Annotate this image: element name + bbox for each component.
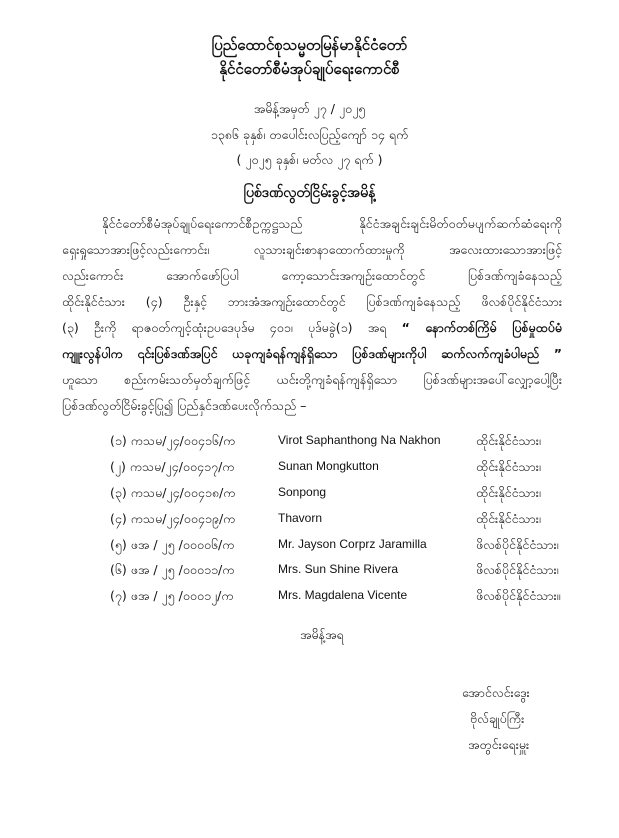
prisoner-number: (၁) ကသမ/၂၄/၀၀၄၁၆/က [110,433,236,448]
list-item [0,562,619,586]
paragraph-line: ဟူသော စည်းကမ်းသတ်မှတ်ချက်ဖြင့် ယင်းတို့ကျခံရန်ကျန်ရှိသော ပြစ်ဒဏ်များအပေါ်လျှော့ပေါ့ပြီး [62,372,562,387]
order-number: အမိန့်အမှတ် ၂၇ / ၂၀၂၅ [253,101,366,116]
list-item [0,433,619,457]
paragraph-line: နိုင်ငံတော်စီမံအုပ်ချုပ်ရေးကောင်စီဥက္ကဋ္ဌသည် နိုင်ငံအချင်းချင်းမိတ်ဝတ်မပျက်ဆက်ဆံရေးကို [102,216,562,231]
paragraph-line: ပြစ်ဒဏ်လွတ်ငြိမ်းခွင့်ပြု၍ ပြည်နှင်ဒဏ်ပေးလိုက်သည် – [62,398,307,413]
header-line-2: နိုင်ငံတော်စီမံအုပ်ချုပ်ရေးကောင်စီ [219,60,400,78]
prisoner-name: Thavorn [278,511,323,525]
prisoner-name: Mr. Jayson Corprz Jaramilla [278,537,427,551]
prisoner-nationality: ဖိလစ်ပိုင်နိုင်ငံသား၊ [476,562,559,577]
prisoner-name: Sunan Mongkutton [278,459,379,473]
signatory-rank: ဗိုလ်ချုပ်ကြီး [470,711,525,726]
prisoner-nationality: ဖိလစ်ပိုင်နိုင်ငံသား။ [476,588,561,603]
body-paragraph [62,211,562,419]
closing-by-order: အမိန့်အရ [300,627,344,642]
prisoner-number: (၃) ကသမ/၂၄/၀၀၄၁၈/က [110,485,236,500]
paragraph-line [62,315,562,341]
paragraph-text: (၃) ဦးကို ရာဇဝတ်ကျင့်ထုံးဥပဒေပုဒ်မ ၄၀၁၊ ပုဒ်မခွဲ(၁) အရ [62,320,387,335]
prisoner-nationality: ထိုင်းနိုင်ငံသား၊ [476,459,541,474]
prisoner-nationality: ဖိလစ်ပိုင်နိုင်ငံသား၊ [476,537,559,552]
list-item [0,511,619,535]
signatory-name: အောင်လင်းဒွေး [462,685,530,700]
condition-clause: ကျူးလွန်ပါက ၎င်းပြစ်ဒဏ်အပြင် ယခုကျခံရန်ကျန်ရှိသော ပြစ်ဒဏ်များကိုပါ ဆက်လက်ကျခံပါမည် ” [62,346,562,361]
date-gregorian: ( ၂၀၂၅ ခုနှစ်၊ မတ်လ ၂၇ ရက် ) [236,152,383,167]
list-item [0,588,619,612]
paragraph-line: လည်းကောင်း အောက်ဖော်ပြပါ ကော့သောင်းအကျဉ်းထောင်တွင် ပြစ်ဒဏ်ကျခံနေသည့် [62,268,562,283]
prisoner-number: (၂) ကသမ/၂၄/၀၀၄၁၇/က [110,459,235,474]
prisoner-number: (၅) ဖအ / ၂၅ /၀၀၀၀၆/က [110,537,235,552]
list-item [0,485,619,509]
prisoner-nationality: ထိုင်းနိုင်ငံသား၊ [476,433,541,448]
paragraph-line: ရှေးရှုသောအားဖြင့်လည်းကောင်း၊ လူသားချင်းစာနာထောက်ထားမှုကို အလေးထားသောအားဖြင့် [62,242,562,257]
document-title: ပြစ်ဒဏ်လွတ်ငြိမ်းခွင့်အမိန့် [243,185,376,201]
prisoner-number: (၄) ကသမ/၂၄/၀၀၄၁၉/က [110,511,236,526]
list-item [0,537,619,561]
prisoner-nationality: ထိုင်းနိုင်ငံသား၊ [476,511,541,526]
paragraph-line: ထိုင်းနိုင်ငံသား (၄) ဦးနှင့် ဘားအံအကျဉ်းထောင်တွင် ပြစ်ဒဏ်ကျခံနေသည့် ဖိလစ်ပိုင်နိုင်ငံသား [62,294,562,309]
prisoner-number: (၆) ဖအ / ၂၅ /၀၀၀၁၁/က [110,562,235,577]
prisoner-name: Mrs. Magdalena Vicente [278,588,408,602]
prisoner-name: Virot Saphanthong Na Nakhon [278,433,441,447]
prisoner-nationality: ထိုင်းနိုင်ငံသား၊ [476,485,541,500]
prisoner-name: Mrs. Sun Shine Rivera [278,562,399,576]
prisoner-number: (၇) ဖအ / ၂၅ /၀၀၀၁၂/က [110,588,234,603]
prisoner-name: Sonpong [278,485,327,499]
list-item [0,459,619,483]
date-myanmar: ၁၃၈၆ ခုနှစ်၊ တပေါင်းလပြည့်ကျော် ၁၄ ရက် [210,127,409,142]
signatory-title: အတွင်းရေးမှူး [468,737,530,752]
condition-clause-start: “ နောက်တစ်ကြိမ် ပြစ်မှုထပ်မံ [401,320,562,335]
header-line-1: ပြည်ထောင်စုသမ္မတမြန်မာနိုင်ငံတော် [211,36,408,54]
